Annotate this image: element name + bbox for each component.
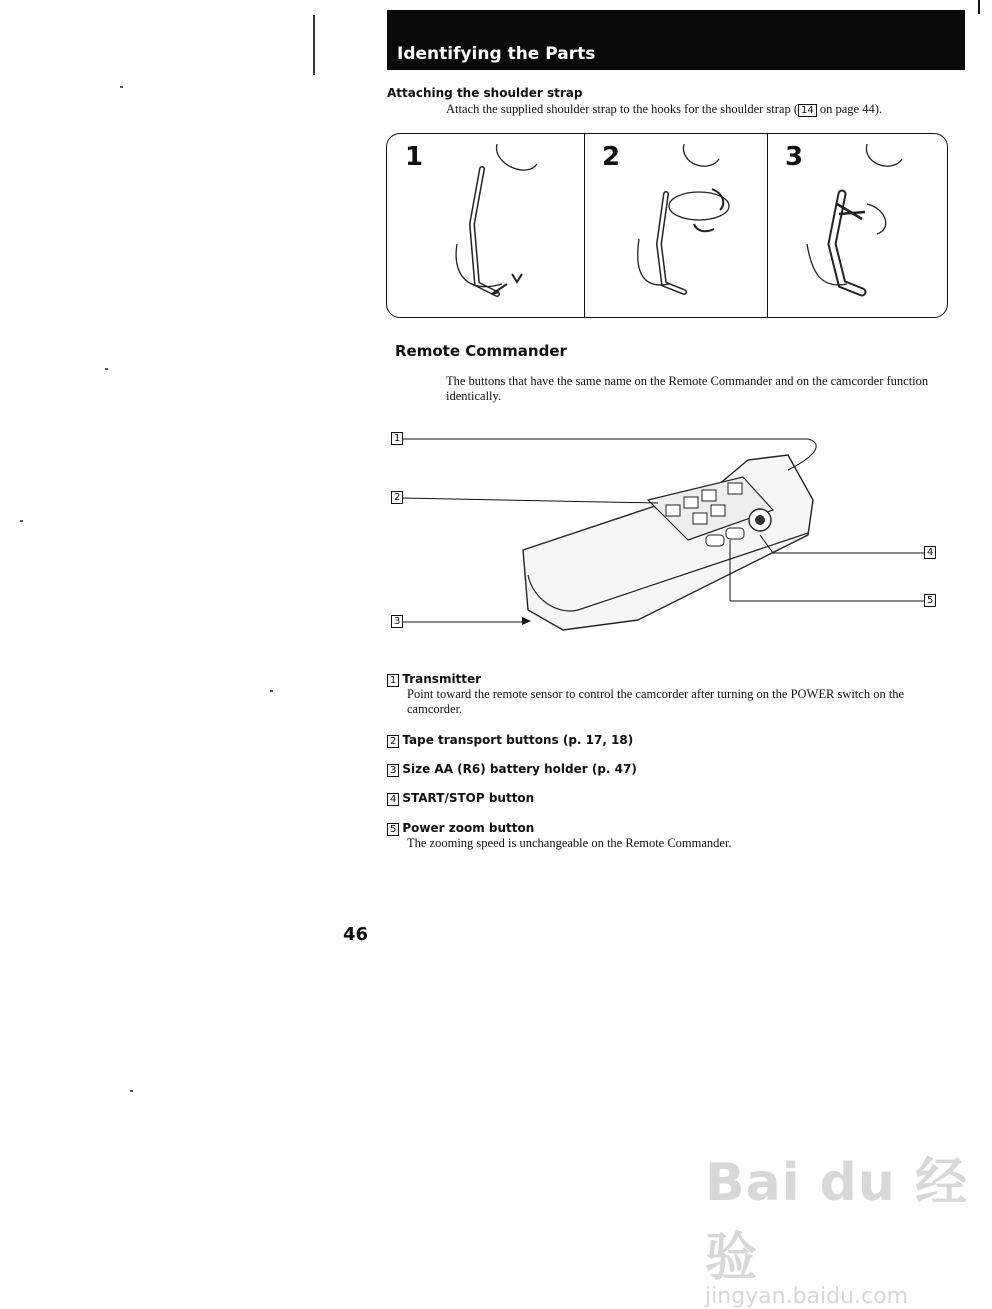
callout-title: Transmitter xyxy=(402,672,482,686)
strap-illustration-panel xyxy=(386,133,948,318)
callout-title: START/STOP button xyxy=(402,791,535,805)
scan-speck xyxy=(105,368,108,370)
step-number: 2 xyxy=(602,142,621,172)
remote-commander-illustration xyxy=(388,425,958,640)
strap-step-3 xyxy=(767,134,947,317)
watermark-logo: Bai du 经验 xyxy=(705,1153,968,1288)
remote-heading: Remote Commander xyxy=(395,342,567,360)
ref-box: 14 xyxy=(798,104,817,117)
callout-title: Power zoom button xyxy=(402,821,535,835)
figure-label-3: 3 xyxy=(391,615,403,628)
remote-intro: The buttons that have the same name on the Remote Commander and on the camcorder function identically. xyxy=(446,374,929,403)
scan-speck xyxy=(130,1090,133,1092)
callout-desc: The zooming speed is unchangeable on the Remote Commander. xyxy=(407,836,732,850)
strap-step-2 xyxy=(584,134,768,317)
figure-label-2: 2 xyxy=(391,491,403,504)
watermark xyxy=(705,1140,992,1309)
figure-label-5: 5 xyxy=(924,594,936,607)
callout-item-2: 2 Tape transport buttons (p. 17, 18) xyxy=(387,733,633,748)
callout-title: Size AA (R6) battery holder (p. 47) xyxy=(402,762,637,776)
callout-desc: Point toward the remote sensor to control the camcorder after turning on the POWER switch on the camcorder. xyxy=(407,687,905,716)
scan-edge-mark xyxy=(978,0,980,14)
scan-speck xyxy=(20,520,23,522)
strap-heading: Attaching the shoulder strap xyxy=(387,86,583,100)
step-number: 3 xyxy=(785,142,804,172)
step-number: 1 xyxy=(405,142,424,172)
figure-label-1: 1 xyxy=(391,432,403,445)
callout-item-5: 5 Power zoom button The zooming speed is unchangeable on the Remote Commander. xyxy=(387,821,952,851)
scan-speck xyxy=(120,86,123,88)
callout-item-4: 4 START/STOP button xyxy=(387,791,534,806)
page-number: 46 xyxy=(343,924,369,945)
strap-text: Attach the supplied shoulder strap to the hooks for the shoulder strap ( 14 on page 44). xyxy=(446,102,883,116)
callout-item-3: 3 Size AA (R6) battery holder (p. 47) xyxy=(387,762,637,777)
scan-speck xyxy=(270,690,273,692)
strap-step-1 xyxy=(387,134,585,317)
callout-item-1: 1 Transmitter Point toward the remote sensor to control the camcorder after turning on the POWER switch on the camcorder. xyxy=(387,672,952,717)
callout-title: Tape transport buttons (p. 17, 18) xyxy=(402,733,634,747)
remote-figure xyxy=(388,425,958,645)
section-title: Identifying the Parts xyxy=(397,44,596,64)
section-header xyxy=(387,10,965,70)
figure-label-4: 4 xyxy=(924,546,936,559)
scan-edge-mark xyxy=(313,15,315,75)
watermark-url: jingyan.baidu.com xyxy=(705,1284,909,1309)
